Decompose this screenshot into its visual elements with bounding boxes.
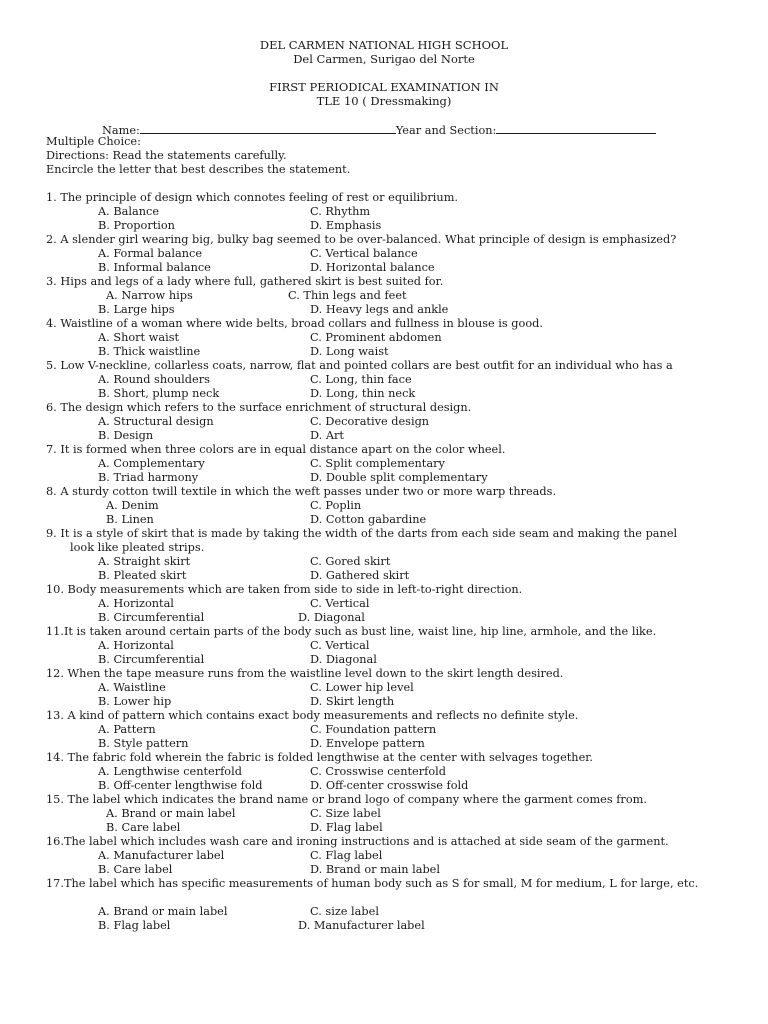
- choice-d: D. Off-center crosswise fold: [310, 779, 469, 792]
- choice-d: D. Double split complementary: [310, 471, 488, 484]
- choice-d: D. Diagonal: [310, 653, 377, 666]
- choice-b: B. Pleated skirt: [98, 569, 187, 582]
- choice-b: B. Flag label: [98, 919, 171, 932]
- question-text: 9. It is a style of skirt that is made by taking the width of the darts from each side seam and making the panel: [46, 527, 678, 540]
- choice-c: C. Vertical: [310, 597, 370, 610]
- question-text: 17.The label which has specific measurements of human body such as S for small, M for medium, L for large, etc.: [46, 877, 699, 890]
- choice-b: B. Style pattern: [98, 737, 189, 750]
- choice-b: B. Off-center lengthwise fold: [98, 779, 263, 792]
- choice-a: A. Brand or main label: [106, 807, 236, 820]
- choice-c: C. Poplin: [310, 499, 362, 512]
- encircle-instruction: Encircle the letter that best describes the statement.: [46, 163, 351, 176]
- choice-c: C. Decorative design: [310, 415, 430, 428]
- choice-d: D. Skirt length: [310, 695, 395, 708]
- choice-a: A. Straight skirt: [98, 555, 191, 568]
- choice-d: D. Gathered skirt: [310, 569, 410, 582]
- choice-b: B. Circumferential: [98, 611, 205, 624]
- choice-c: C. Vertical balance: [310, 247, 418, 260]
- choice-c: C. Thin legs and feet: [288, 289, 407, 302]
- choice-a: A. Complementary: [98, 457, 205, 470]
- question-text: 8. A sturdy cotton twill textile in which the weft passes under two or more warp threads.: [46, 485, 557, 498]
- question-text: 11.It is taken around certain parts of the body such as bust line, waist line, hip line, armhole, and the like.: [46, 625, 657, 638]
- choice-d: D. Brand or main label: [310, 863, 440, 876]
- choice-d: D. Heavy legs and ankle: [310, 303, 449, 316]
- choice-b: B. Large hips: [98, 303, 175, 316]
- question-text: 6. The design which refers to the surface enrichment of structural design.: [46, 401, 472, 414]
- choice-a: A. Narrow hips: [106, 289, 193, 302]
- school-name: DEL CARMEN NATIONAL HIGH SCHOOL: [259, 38, 509, 52]
- choice-b: B. Thick waistline: [98, 345, 201, 358]
- choice-a: A. Horizontal: [98, 597, 174, 610]
- choice-c: C. Prominent abdomen: [310, 331, 442, 344]
- choice-a: A. Brand or main label: [98, 905, 228, 918]
- choice-c: C. Split complementary: [310, 457, 445, 470]
- choice-a: A. Structural design: [98, 415, 214, 428]
- choice-b: B. Design: [98, 429, 154, 442]
- name-label: Name:: [102, 124, 140, 137]
- choice-b: B. Linen: [106, 513, 154, 526]
- choice-d: D. Long, thin neck: [310, 387, 416, 400]
- choice-c: C. Lower hip level: [310, 681, 414, 694]
- choice-d: D. Emphasis: [310, 219, 382, 232]
- question-text: 12. When the tape measure runs from the waistline level down to the skirt length desired.: [46, 667, 564, 680]
- choice-a: A. Horizontal: [98, 639, 174, 652]
- choice-b: B. Circumferential: [98, 653, 205, 666]
- section-field[interactable]: [496, 122, 656, 134]
- choice-a: A. Waistline: [98, 681, 166, 694]
- choice-d: D. Cotton gabardine: [310, 513, 427, 526]
- choice-c: C. Crosswise centerfold: [310, 765, 446, 778]
- choice-d: D. Diagonal: [298, 611, 365, 624]
- choice-d: D. Long waist: [310, 345, 389, 358]
- question-text: 5. Low V-neckline, collarless coats, narrow, flat and pointed collars are best outfit for an individual who has a: [46, 359, 673, 372]
- choice-a: A. Manufacturer label: [98, 849, 225, 862]
- choice-c: C. Flag label: [310, 849, 383, 862]
- question-text-continued: look like pleated strips.: [70, 541, 205, 554]
- choice-b: B. Lower hip: [98, 695, 172, 708]
- choice-c: C. Gored skirt: [310, 555, 391, 568]
- exam-title: FIRST PERIODICAL EXAMINATION IN: [269, 80, 499, 94]
- question-text: 2. A slender girl wearing big, bulky bag seemed to be over-balanced. What principle of design is emphasized?: [46, 233, 677, 246]
- question-text: 7. It is formed when three colors are in equal distance apart on the color wheel.: [46, 443, 506, 456]
- choice-b: B. Informal balance: [98, 261, 211, 274]
- question-text: 14. The fabric fold wherein the fabric is folded lengthwise at the center with selvages together.: [46, 751, 593, 764]
- choice-a: A. Short waist: [98, 331, 180, 344]
- choice-a: A. Round shoulders: [98, 373, 210, 386]
- choice-b: B. Short, plump neck: [98, 387, 220, 400]
- choice-c: C. Long, thin face: [310, 373, 412, 386]
- name-row: [102, 122, 656, 138]
- choice-c: C. Rhythm: [310, 205, 371, 218]
- school-address: Del Carmen, Surigao del Norte: [293, 52, 475, 66]
- choice-b: B. Triad harmony: [98, 471, 199, 484]
- choice-d: D. Horizontal balance: [310, 261, 435, 274]
- choice-a: A. Lengthwise centerfold: [98, 765, 242, 778]
- choice-d: D. Envelope pattern: [310, 737, 425, 750]
- choice-d: D. Flag label: [310, 821, 383, 834]
- choice-b: B. Care label: [106, 821, 181, 834]
- directions: Directions: Read the statements carefully.: [46, 149, 287, 162]
- choice-b: B. Care label: [98, 863, 173, 876]
- question-text: 4. Waistline of a woman where wide belts, broad collars and fullness in blouse is good.: [46, 317, 543, 330]
- name-field[interactable]: [140, 122, 396, 134]
- question-text: 16.The label which includes wash care and ironing instructions and is attached at side seam of the garment.: [46, 835, 669, 848]
- question-text: 10. Body measurements which are taken from side to side in left-to-right direction.: [46, 583, 523, 596]
- exam-subject: TLE 10 ( Dressmaking): [316, 94, 452, 108]
- choice-a: A. Balance: [98, 205, 160, 218]
- section-label: Year and Section:: [395, 124, 497, 137]
- choice-c: C. Vertical: [310, 639, 370, 652]
- choice-c: C. size label: [310, 905, 379, 918]
- choice-a: A. Formal balance: [98, 247, 203, 260]
- test-type: Multiple Choice:: [46, 135, 141, 148]
- question-text: 1. The principle of design which connotes feeling of rest or equilibrium.: [46, 191, 458, 204]
- choice-b: B. Proportion: [98, 219, 175, 232]
- choice-a: A. Pattern: [98, 723, 156, 736]
- choice-a: A. Denim: [106, 499, 159, 512]
- question-text: 13. A kind of pattern which contains exact body measurements and reflects no definite style.: [46, 709, 579, 722]
- choice-d: D. Manufacturer label: [298, 919, 425, 932]
- choice-c: C. Foundation pattern: [310, 723, 437, 736]
- question-text: 15. The label which indicates the brand name or brand logo of company where the garment comes from.: [46, 793, 647, 806]
- choice-d: D. Art: [310, 429, 344, 442]
- question-text: 3. Hips and legs of a lady where full, gathered skirt is best suited for.: [46, 275, 444, 288]
- choice-c: C. Size label: [310, 807, 381, 820]
